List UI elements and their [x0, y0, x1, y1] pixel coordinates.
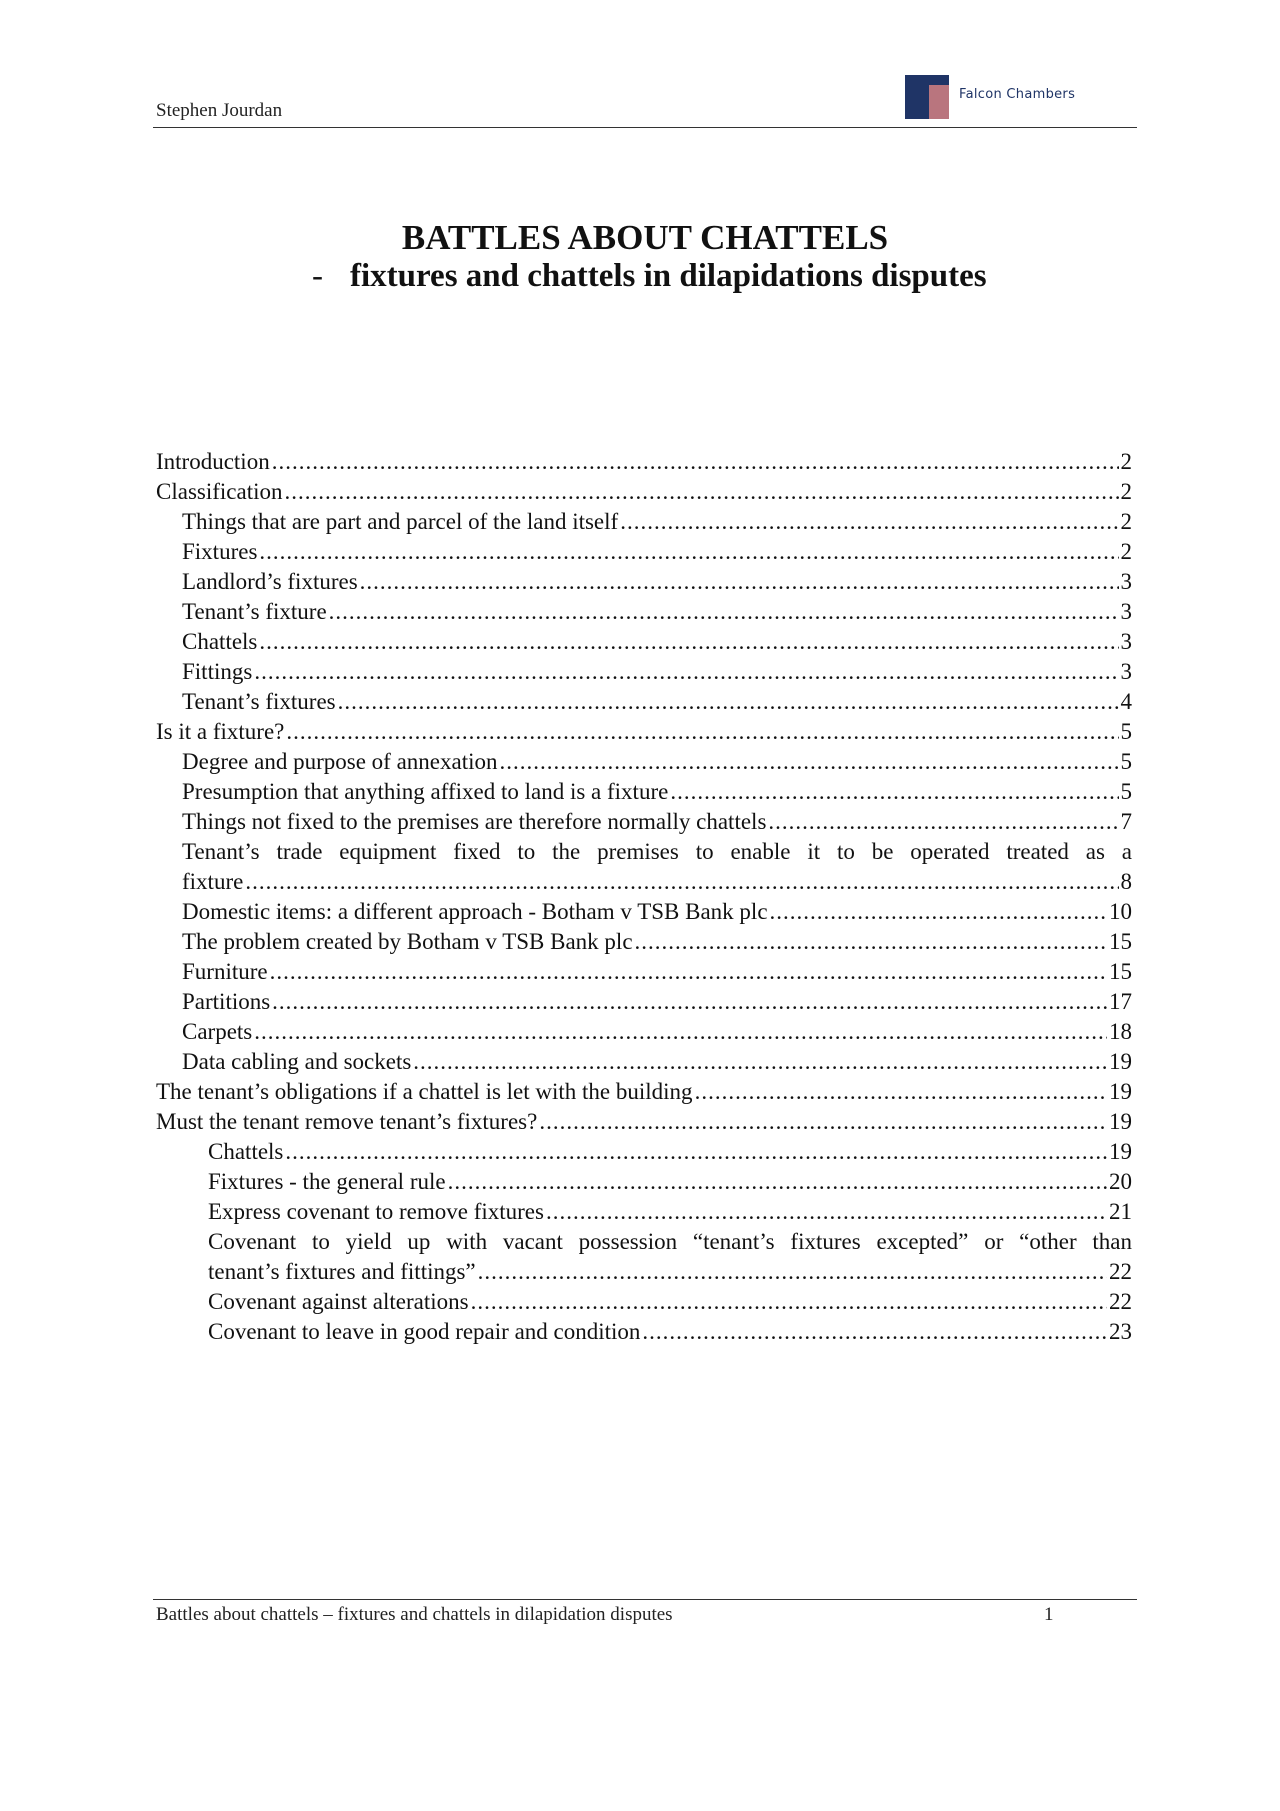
toc-leader-dots	[471, 1287, 1107, 1317]
logo-mark-icon	[905, 75, 949, 119]
toc-leader-dots	[768, 807, 1118, 837]
footer-divider	[153, 1599, 1137, 1600]
toc-leader-dots	[620, 507, 1118, 537]
toc-entry-label: Classification	[156, 479, 283, 504]
toc-leader-dots	[413, 1047, 1107, 1077]
table-of-contents	[156, 447, 1132, 1347]
toc-entry-label: Fixtures	[182, 539, 258, 564]
toc-entry[interactable]	[156, 1107, 1132, 1137]
toc-entry[interactable]	[156, 717, 1132, 747]
toc-entry-line[interactable]: Tenant’s trade equipment fixed to the premises to enable it to be operated treated as a	[182, 839, 1132, 864]
toc-entry-label: Fixtures - the general rule	[208, 1169, 446, 1194]
toc-entry[interactable]	[156, 1257, 1132, 1287]
toc-entry[interactable]	[156, 1137, 1132, 1167]
toc-entry-label: Express covenant to remove fixtures	[208, 1199, 544, 1224]
toc-leader-dots	[272, 987, 1107, 1017]
toc-leader-dots	[642, 1317, 1107, 1347]
toc-entry[interactable]	[156, 567, 1132, 597]
header-author: Stephen Jourdan	[156, 100, 283, 121]
toc-entry[interactable]	[156, 747, 1132, 777]
toc-entry-page: 19	[1109, 1109, 1132, 1134]
toc-leader-dots	[270, 957, 1107, 987]
toc-entry-page: 2	[1120, 479, 1132, 504]
header-divider	[153, 127, 1137, 128]
toc-leader-dots	[500, 747, 1119, 777]
toc-entry-label: Is it a fixture?	[156, 719, 285, 744]
toc-entry-page: 15	[1109, 959, 1132, 984]
toc-entry-page: 5	[1120, 779, 1132, 804]
toc-leader-dots	[695, 1077, 1107, 1107]
toc-leader-dots	[285, 1137, 1107, 1167]
logo-name: Falcon Chambers	[959, 86, 1076, 102]
toc-entry-page: 19	[1109, 1139, 1132, 1164]
toc-entry[interactable]	[156, 597, 1132, 627]
toc-entry[interactable]	[156, 897, 1132, 927]
toc-entry-label: fixture	[182, 869, 244, 894]
toc-entry[interactable]	[156, 777, 1132, 807]
toc-entry[interactable]	[156, 957, 1132, 987]
toc-entry-page: 10	[1109, 899, 1132, 924]
toc-entry-label: Carpets	[182, 1019, 253, 1044]
toc-entry-label: Must the tenant remove tenant’s fixtures?	[156, 1109, 538, 1134]
toc-leader-dots	[245, 867, 1118, 897]
toc-entry-page: 7	[1120, 809, 1132, 834]
toc-entry[interactable]	[156, 927, 1132, 957]
footer-page-number: 1	[1044, 1604, 1054, 1625]
toc-entry-page: 21	[1109, 1199, 1132, 1224]
toc-entry-label: tenant’s fixtures and fittings”	[208, 1259, 476, 1284]
toc-entry-label: Covenant against alterations	[208, 1289, 469, 1314]
toc-entry[interactable]	[156, 507, 1132, 537]
toc-leader-dots	[284, 477, 1118, 507]
toc-entry-label: The problem created by Botham v TSB Bank plc	[182, 929, 633, 954]
toc-entry-label: Presumption that anything affixed to land is a fixture	[182, 779, 669, 804]
subtitle-text: fixtures and chattels in dilapidations disputes	[350, 258, 987, 294]
toc-entry[interactable]	[156, 1077, 1132, 1107]
toc-entry-page: 5	[1120, 749, 1132, 774]
toc-leader-dots	[259, 537, 1118, 567]
toc-entry-page: 8	[1120, 869, 1132, 894]
toc-entry[interactable]	[156, 1287, 1132, 1317]
toc-entry-label: Introduction	[156, 449, 270, 474]
toc-leader-dots	[670, 777, 1118, 807]
toc-entry-line[interactable]: Covenant to yield up with vacant possession “tenant’s fixtures excepted” or “other than	[208, 1229, 1132, 1254]
toc-entry-page: 5	[1120, 719, 1132, 744]
toc-entry[interactable]	[156, 867, 1132, 897]
footer-text: Battles about chattels – fixtures and chattels in dilapidation disputes	[156, 1604, 673, 1625]
toc-entry-label: Fittings	[182, 659, 253, 684]
toc-entry-page: 2	[1120, 539, 1132, 564]
toc-leader-dots	[272, 447, 1119, 477]
toc-entry-page: 2	[1120, 449, 1132, 474]
subtitle-dash: -	[312, 258, 323, 294]
toc-entry[interactable]	[156, 807, 1132, 837]
toc-leader-dots	[338, 687, 1119, 717]
toc-leader-dots	[254, 1017, 1107, 1047]
toc-leader-dots	[360, 567, 1119, 597]
toc-entry-page: 4	[1120, 689, 1132, 714]
toc-entry-label: Covenant to leave in good repair and condition	[208, 1319, 641, 1344]
toc-entry[interactable]	[156, 1197, 1132, 1227]
toc-entry[interactable]	[156, 1317, 1132, 1347]
toc-entry[interactable]	[156, 627, 1132, 657]
toc-entry[interactable]	[156, 657, 1132, 687]
toc-entry-page: 22	[1109, 1259, 1132, 1284]
toc-entry[interactable]	[156, 687, 1132, 717]
toc-entry-page: 20	[1109, 1169, 1132, 1194]
toc-entry-page: 22	[1109, 1289, 1132, 1314]
toc-entry-page: 19	[1109, 1079, 1132, 1104]
toc-entry-label: Things not fixed to the premises are therefore normally chattels	[182, 809, 767, 834]
toc-entry-label: Chattels	[182, 629, 258, 654]
toc-entry-label: Tenant’s fixtures	[182, 689, 336, 714]
toc-entry-label: Things that are part and parcel of the land itself	[182, 509, 619, 534]
toc-entry-page: 17	[1109, 989, 1132, 1014]
toc-leader-dots	[286, 717, 1118, 747]
toc-leader-dots	[546, 1197, 1107, 1227]
toc-leader-dots	[254, 657, 1118, 687]
toc-leader-dots	[770, 897, 1107, 927]
toc-leader-dots	[478, 1257, 1107, 1287]
toc-entry[interactable]	[156, 987, 1132, 1017]
toc-entry-label: Domestic items: a different approach - Botham v TSB Bank plc	[182, 899, 768, 924]
toc-entry-page: 3	[1120, 629, 1132, 654]
falcon-chambers-logo	[905, 75, 1075, 119]
toc-entry-label: Furniture	[182, 959, 268, 984]
toc-entry-page: 18	[1109, 1019, 1132, 1044]
toc-leader-dots	[635, 927, 1107, 957]
toc-leader-dots	[448, 1167, 1107, 1197]
toc-entry-label: Landlord’s fixtures	[182, 569, 358, 594]
toc-entry[interactable]	[156, 477, 1132, 507]
toc-entry-page: 2	[1120, 509, 1132, 534]
toc-entry[interactable]	[156, 537, 1132, 567]
document-title: BATTLES ABOUT CHATTELS	[401, 218, 889, 257]
toc-entry-label: Chattels	[208, 1139, 284, 1164]
toc-entry[interactable]	[156, 1017, 1132, 1047]
toc-entry-page: 23	[1109, 1319, 1132, 1344]
toc-leader-dots	[259, 627, 1118, 657]
toc-entry[interactable]	[156, 1167, 1132, 1197]
toc-entry-label: Tenant’s fixture	[182, 599, 327, 624]
toc-entry-label: The tenant’s obligations if a chattel is let with the building	[156, 1079, 693, 1104]
toc-leader-dots	[539, 1107, 1107, 1137]
toc-entry-label: Partitions	[182, 989, 271, 1014]
toc-entry[interactable]	[156, 447, 1132, 477]
toc-entry-page: 3	[1120, 599, 1132, 624]
toc-entry-page: 3	[1120, 659, 1132, 684]
toc-leader-dots	[329, 597, 1119, 627]
toc-entry-page: 19	[1109, 1049, 1132, 1074]
toc-entry-page: 3	[1120, 569, 1132, 594]
document-subtitle	[312, 258, 987, 295]
toc-entry[interactable]	[156, 1047, 1132, 1077]
toc-entry-label: Degree and purpose of annexation	[182, 749, 498, 774]
toc-entry-page: 15	[1109, 929, 1132, 954]
toc-entry-label: Data cabling and sockets	[182, 1049, 412, 1074]
